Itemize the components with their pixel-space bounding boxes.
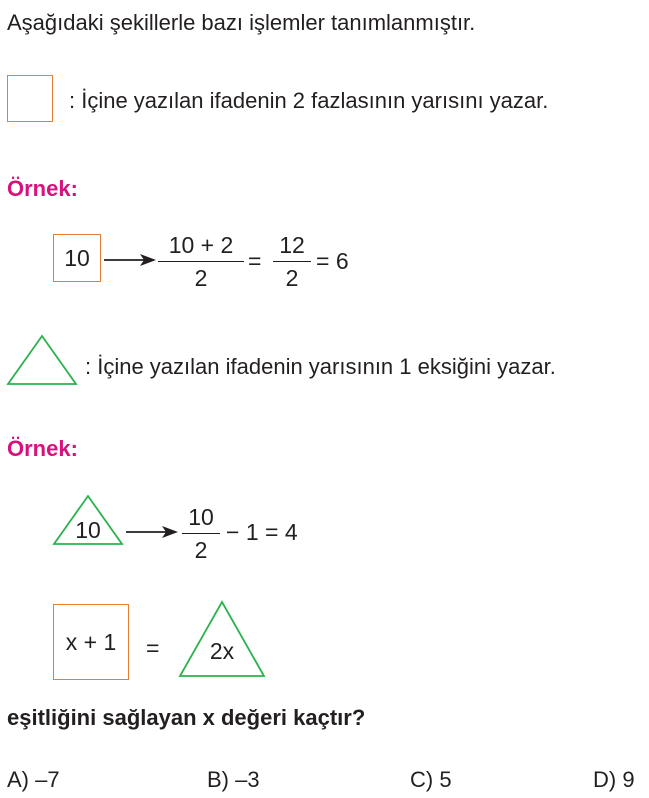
example2-fraction-numerator: 10 [188, 504, 214, 530]
example1-fraction-1-denominator: 2 [194, 265, 208, 291]
square-rule-text: : İçine yazılan ifadenin 2 fazlasının yarısını yazar. [69, 88, 549, 113]
example2-result: − 1 = 4 [226, 519, 298, 545]
green-triangle-icon [6, 334, 78, 386]
example2-fraction [182, 506, 220, 562]
option-a[interactable]: A) –7 [7, 767, 60, 792]
example2-triangle-value: 10 [75, 517, 101, 543]
example1-fraction-1-numerator: 10 + 2 [168, 232, 234, 258]
example1-fraction-2 [273, 234, 311, 290]
example1-fraction-2-numerator: 12 [279, 232, 305, 258]
example1-result: = 6 [316, 248, 349, 274]
option-d[interactable]: D) 9 [593, 767, 635, 792]
option-b[interactable]: B) –3 [207, 767, 260, 792]
intro-text: Aşağıdaki şekillerle bazı işlemler tanımlanmıştır. [7, 10, 476, 35]
example1-fraction-2-denominator: 2 [285, 265, 299, 291]
equation-equals: = [146, 635, 160, 661]
equation-triangle-expr: 2x [209, 638, 235, 664]
example1-fraction-1 [158, 234, 244, 290]
triangle-rule-text: : İçine yazılan ifadenin yarısının 1 eksiğini yazar. [85, 354, 556, 379]
equation-square [53, 604, 129, 680]
arrow-right-icon [104, 252, 156, 268]
example1-equals: = [248, 248, 262, 274]
equation-square-expr: x + 1 [65, 628, 117, 655]
example2-fraction-denominator: 2 [194, 537, 208, 563]
example-label-2: Örnek: [7, 436, 78, 461]
arrow-right-icon [126, 524, 178, 540]
orange-square-icon [7, 75, 53, 122]
example-label-1: Örnek: [7, 176, 78, 201]
question-text: eşitliğini sağlayan x değeri kaçtır? [7, 705, 366, 730]
example1-square [53, 234, 101, 282]
option-c[interactable]: C) 5 [410, 767, 452, 792]
example1-square-value: 10 [64, 244, 90, 271]
